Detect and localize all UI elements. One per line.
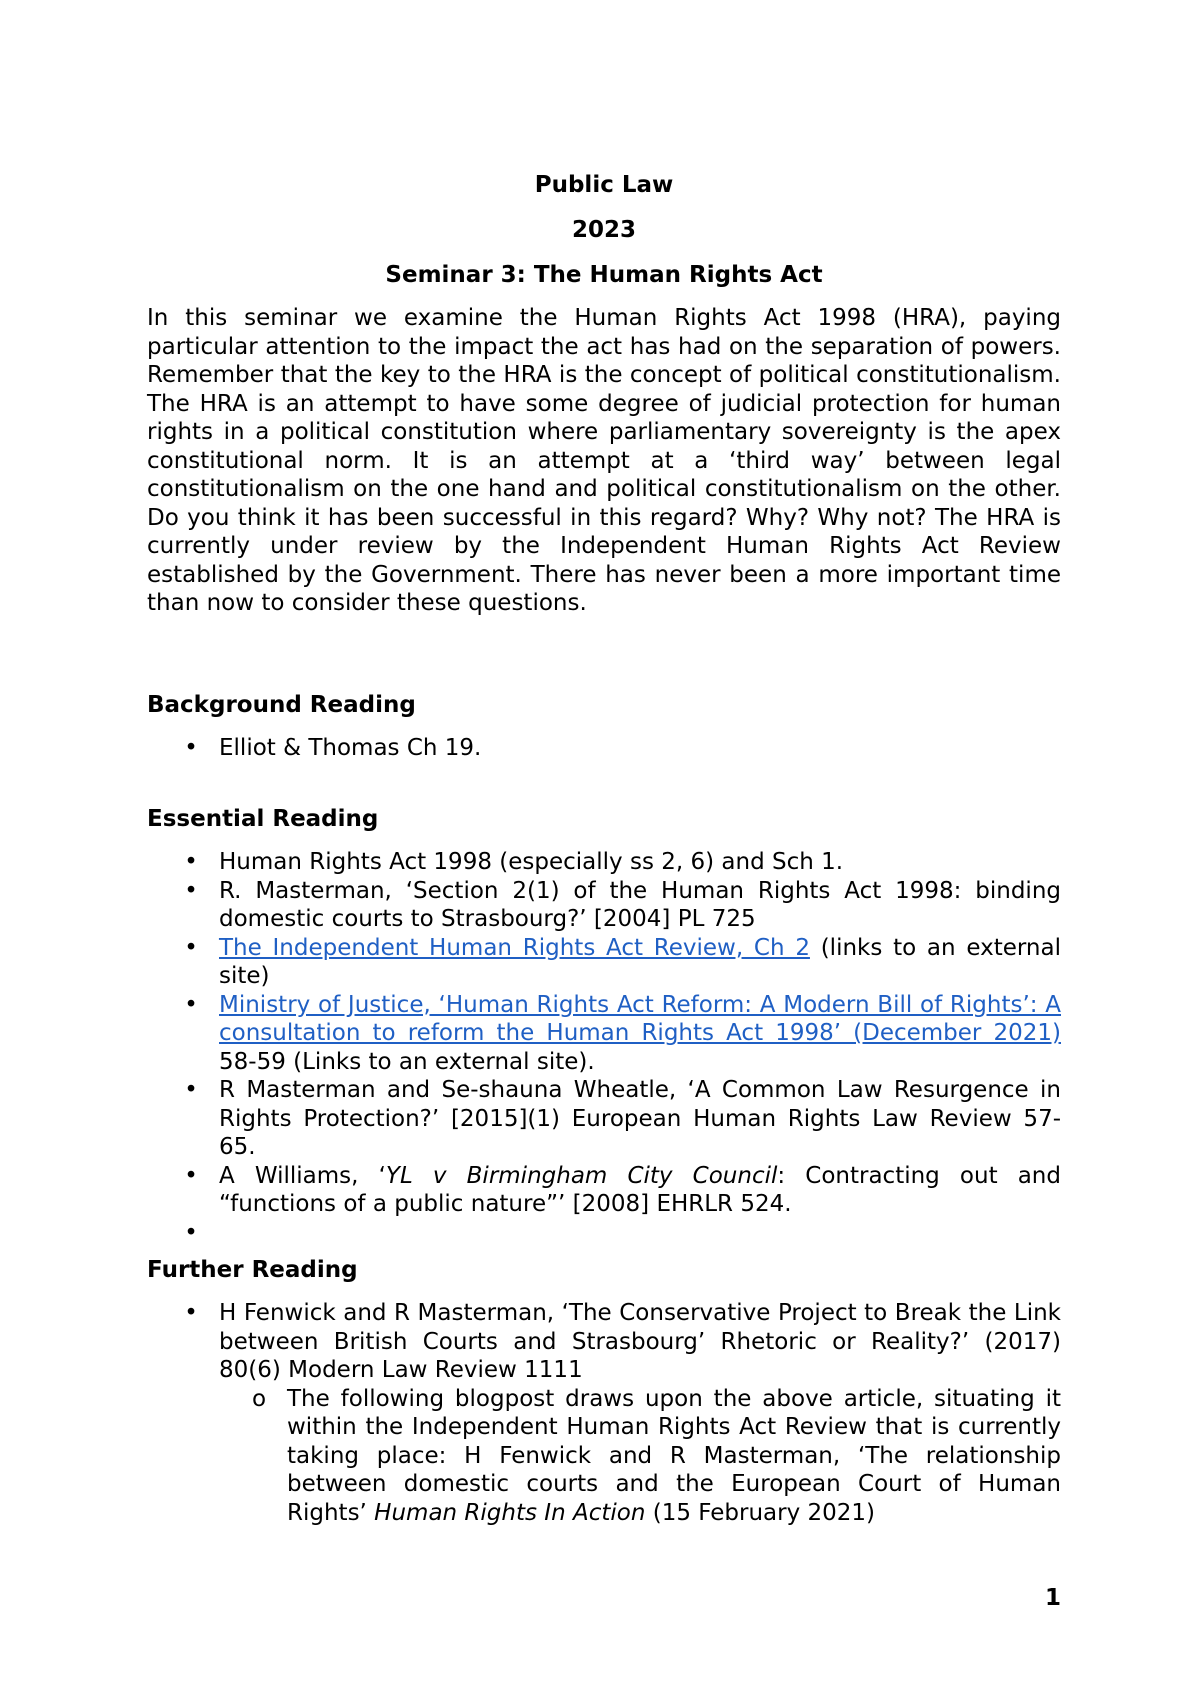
reading-item-text: A Williams, ‘: [219, 1162, 386, 1189]
reading-item-text: (links to an external site): [219, 934, 1061, 989]
case-name: YL v Birmingham City Council: [385, 1162, 778, 1189]
intro-paragraph: In this seminar we examine the Human Rights Act 1998 (HRA), paying particular attention to the impact the act has had on the separation of powers. Remember that the key to the HRA is the concept of political constitutionalism. The HRA is an attempt to have some degree of judicial protection for human rights in a political constitution where parliamentary sovereignty is the apex constitutional norm. It is an attempt at a ‘third way’ between legal constitutionalism on the one hand and political constitutionalism on the other. Do you think it has been successful in this regard? Why? Why not? The HRA is currently under review by the Independent Human Rights Act Review established by the Government. There has never been a more important time than now to consider these questions.: [147, 305, 1061, 616]
reading-item-text: R. Masterman, ‘Section 2(1) of the Human Rights Act 1998: binding domestic courts to Strasbourg?’ [2004] PL 725: [219, 877, 1061, 932]
course-year: 2023: [571, 217, 636, 243]
bullet-icon: •: [184, 1077, 198, 1103]
document-body: [147, 170, 1061, 1527]
list-item: [217, 1385, 1061, 1528]
sub-bullet-icon: o: [251, 1385, 267, 1412]
list-item: [147, 1162, 1061, 1219]
reading-item-text: : Contracting out and “functions of a public nature”’ [2008] EHRLR 524.: [219, 1162, 1061, 1217]
background-reading-heading: Background Reading: [147, 691, 416, 718]
bullet-icon: •: [184, 849, 198, 875]
sub-reading-list: [219, 1385, 1061, 1528]
reading-item-text: R Masterman and Se-shauna Wheatle, ‘A Common Law Resurgence in Rights Protection?’ [2015](1) European Human Rights Law Review 57-65.: [219, 1077, 1061, 1160]
bullet-icon: •: [184, 877, 198, 904]
reading-item-text: Elliot & Thomas Ch 19.: [219, 734, 482, 761]
list-item: [147, 934, 1061, 991]
list-item: [147, 734, 1061, 763]
reading-item-text: 58-59 (Links to an external site).: [219, 1048, 595, 1075]
bullet-icon: •: [184, 1162, 198, 1189]
page-number: 1: [1045, 1585, 1062, 1611]
bullet-icon: •: [184, 734, 198, 761]
essential-reading-heading: Essential Reading: [147, 806, 379, 832]
bullet-icon: •: [184, 1219, 198, 1246]
moj-consultation-link[interactable]: Ministry of Justice, ‘Human Rights Act Reform: A Modern Bill of Rights’: A consultation to reform the Human Rights Act 1998’ (December 2021): [219, 991, 1061, 1046]
course-title: Public Law: [534, 172, 674, 198]
reading-item-text: The following blogpost draws upon the above article, situating it within the Independent Human Rights Act Review that is currently taking place: H Fenwick and R Masterman, ‘The relationship between domestic courts and the European Court of Human Rights’: [287, 1385, 1061, 1526]
reading-item-text: [219, 1220, 226, 1246]
essential-reading-list: [147, 848, 1061, 1247]
further-reading-list: [147, 1299, 1061, 1527]
hra-review-link[interactable]: The Independent Human Rights Act Review, Ch 2: [219, 934, 810, 961]
reading-item-text: (15 February 2021): [645, 1499, 876, 1526]
publication-name: Human Rights In Action: [374, 1499, 646, 1526]
seminar-title: Seminar 3: The Human Rights Act: [385, 262, 823, 288]
list-item: [147, 991, 1061, 1077]
bullet-icon: •: [184, 934, 198, 961]
background-reading-list: [147, 734, 1061, 763]
bullet-icon: •: [184, 1300, 198, 1326]
list-item: [147, 877, 1061, 934]
list-item: [147, 1219, 1061, 1248]
list-item: [147, 848, 1061, 877]
reading-item-text: H Fenwick and R Masterman, ‘The Conservative Project to Break the Link between British Courts and Strasbourg’ Rhetoric or Reality?’ (2017) 80(6) Modern Law Review 1111: [219, 1300, 1061, 1383]
list-item: [147, 1076, 1061, 1162]
bullet-icon: •: [184, 991, 198, 1018]
reading-item-text: Human Rights Act 1998 (especially ss 2, 6) and Sch 1.: [219, 849, 844, 875]
further-reading-heading: Further Reading: [147, 1257, 358, 1283]
list-item: [147, 1299, 1061, 1527]
